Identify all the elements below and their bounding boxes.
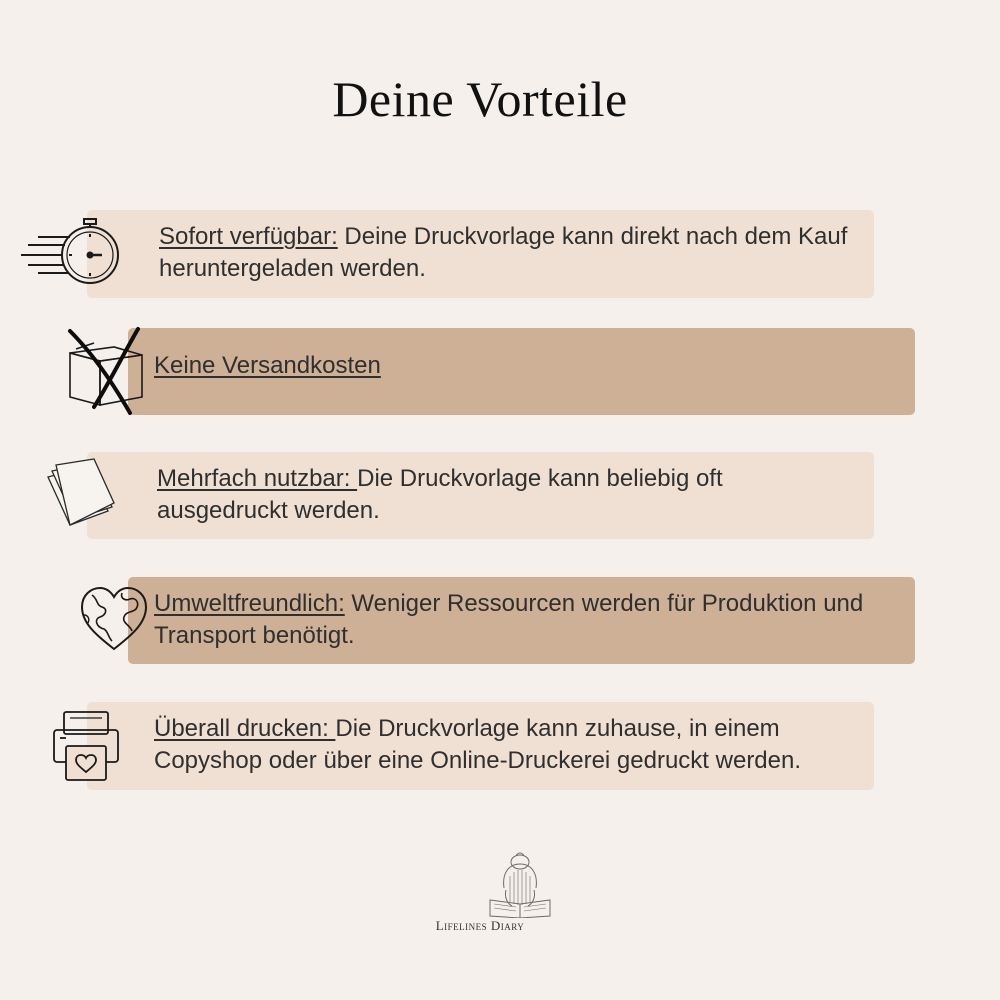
benefit-label: Keine Versandkosten — [154, 352, 381, 379]
girl-reading-logo — [440, 850, 600, 918]
benefit-label: Umweltfreundlich: — [154, 590, 345, 617]
benefit-card-eco — [128, 577, 915, 664]
benefit-description: Deine Druckvorlage kann direkt nach dem Kauf heruntergeladen werden. — [159, 223, 848, 282]
benefit-label: Sofort verfügbar: — [159, 223, 338, 250]
heart-globe-icon — [78, 585, 150, 653]
benefit-card-print-anywhere — [87, 702, 874, 790]
benefit-text-shipping — [154, 350, 854, 382]
benefit-description: Die Druckvorlage kann beliebig oft ausgedruckt werden. — [157, 465, 723, 524]
benefit-text-eco — [154, 588, 874, 652]
benefit-description: Die Druckvorlage kann zuhause, in einem Copyshop oder über eine Online-Druckerei gedruckt werden. — [154, 715, 802, 774]
benefit-text-instant — [159, 221, 859, 285]
stopwatch-icon — [20, 215, 125, 290]
brand-name: Lifelines Diary — [435, 918, 525, 933]
benefit-text-reusable — [157, 463, 857, 527]
benefit-card-shipping — [128, 328, 915, 415]
page-title: Deine Vorteile — [332, 71, 628, 127]
crossed-box-icon — [64, 325, 150, 417]
benefit-label: Überall drucken: — [154, 715, 336, 742]
benefit-text-print-anywhere — [154, 713, 869, 777]
benefit-label: Mehrfach nutzbar: — [157, 465, 358, 492]
benefit-description: Weniger Ressourcen werden für Produktion und Transport benötigt. — [154, 590, 864, 649]
printer-heart-icon — [50, 708, 122, 782]
benefit-card-reusable — [87, 452, 874, 539]
benefit-card-instant — [87, 210, 874, 298]
paper-stack-icon — [44, 455, 119, 533]
